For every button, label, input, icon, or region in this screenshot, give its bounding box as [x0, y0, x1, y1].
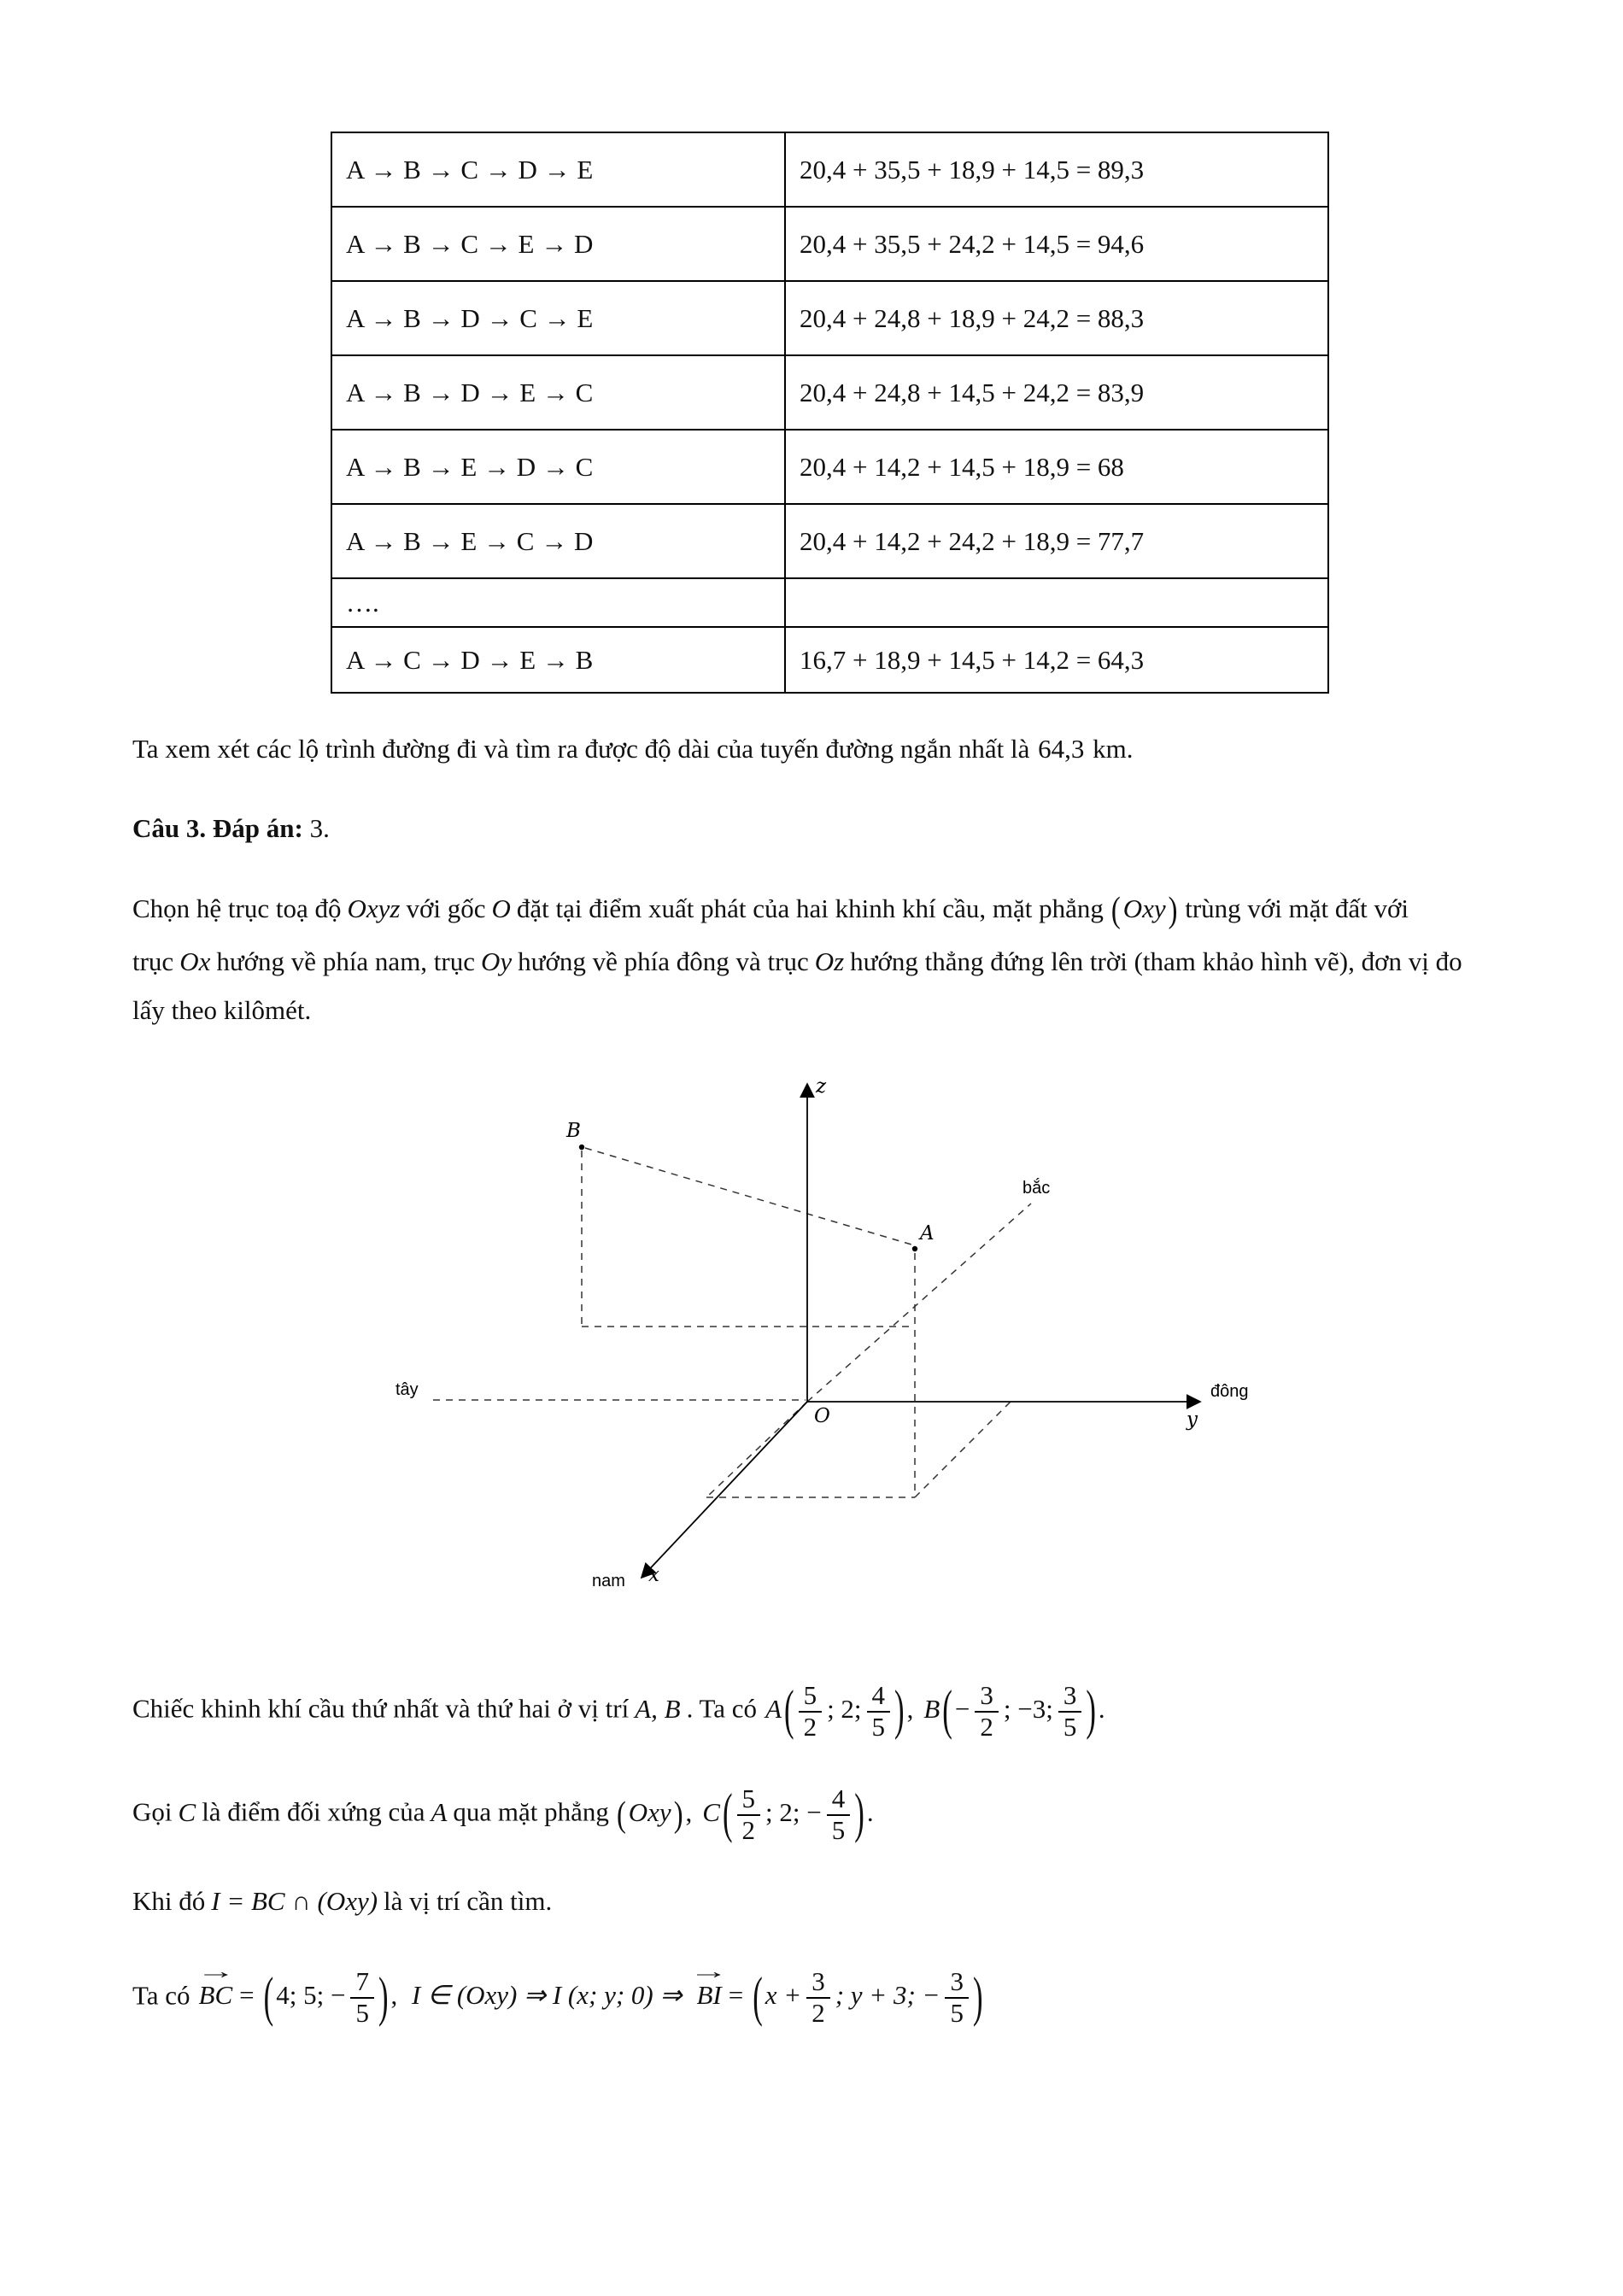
- numerator: 4: [871, 1680, 886, 1711]
- formula-vector-bc: [263, 1965, 400, 2028]
- left-paren: (: [784, 1678, 794, 1742]
- point-name: A: [765, 1693, 782, 1724]
- route-cell: A → B → C → E → D: [331, 207, 785, 281]
- south-label: nam: [592, 1572, 625, 1591]
- right-paren: ): [972, 1965, 983, 2028]
- setup-paragraph: [132, 884, 1495, 1035]
- calc-cell: 20,4 + 14,2 + 14,5 + 18,9 = 68: [785, 430, 1328, 504]
- table-row: [331, 355, 1328, 430]
- denominator: 2: [806, 1997, 830, 2029]
- table-row: [331, 430, 1328, 504]
- table-row: [331, 132, 1328, 207]
- text-run: trùng với mặt đất với trục: [132, 893, 1409, 976]
- vector-bc: [196, 1960, 236, 2023]
- shortest-distance-value: 64,3: [1038, 734, 1085, 764]
- right-paren: ): [378, 1965, 389, 2028]
- b-to-a-dashed: [585, 1148, 911, 1245]
- text-run: là vị trí cần tìm.: [384, 1886, 553, 1917]
- numerator: 5: [741, 1784, 756, 1813]
- vectors-paragraph: [132, 1960, 1495, 2030]
- left-paren: (: [753, 1965, 763, 2028]
- table-row: [331, 504, 1328, 578]
- point-name: B: [923, 1693, 940, 1724]
- fraction: [799, 1681, 823, 1742]
- calc-cell: [785, 578, 1328, 627]
- period: .: [1098, 1693, 1105, 1724]
- y-axis-label: y: [1186, 1409, 1198, 1432]
- fraction: [737, 1784, 761, 1845]
- coords-run: 4; 5; −: [276, 1980, 346, 2011]
- denominator: 5: [827, 1814, 851, 1846]
- left-paren: (: [616, 1795, 626, 1835]
- denominator: 5: [1058, 1711, 1082, 1742]
- formula-point-a: [764, 1678, 915, 1742]
- numerator: 5: [803, 1680, 817, 1711]
- calc-cell: 20,4 + 35,5 + 18,9 + 14,5 = 89,3: [785, 132, 1328, 207]
- text-run: Chiếc khinh khí cầu thứ nhất và thứ hai ở vị trí: [132, 1693, 630, 1724]
- numerator: 4: [831, 1784, 846, 1813]
- calc-cell: 20,4 + 24,8 + 14,5 + 24,2 = 83,9: [785, 355, 1328, 430]
- fraction: [806, 1967, 830, 2028]
- fraction: [945, 1967, 969, 2028]
- coordinate-figure: [389, 1069, 1260, 1632]
- text-run: đặt tại điểm xuất phát của hai khinh khí cầu, mặt phẳng: [516, 893, 1104, 923]
- math-run: I = BC ∩ (Oxy): [211, 1886, 378, 1917]
- z-axis-label: z: [816, 1075, 827, 1098]
- coords-run: ; y + 3; −: [835, 1980, 940, 2011]
- point-name: C: [702, 1796, 720, 1827]
- floor-right-dashed: [915, 1402, 1011, 1497]
- right-paren: ): [1168, 891, 1178, 931]
- vector-label: BC: [198, 1980, 233, 2011]
- oxy-plane-formula: [1110, 891, 1179, 931]
- route-cell: A → B → E → D → C: [331, 430, 785, 504]
- coords-run: x +: [765, 1980, 802, 2011]
- point-b: [579, 1145, 584, 1150]
- point-a: [912, 1246, 917, 1251]
- table-row: [331, 207, 1328, 281]
- route-cell: ….: [331, 578, 785, 627]
- formula-point-c: [700, 1782, 875, 1845]
- numerator: 7: [355, 1966, 369, 1997]
- text-run: Ta có: [132, 1980, 190, 2011]
- denominator: 2: [975, 1711, 999, 1742]
- formula-vector-bi: [752, 1965, 983, 2028]
- north-label: bắc: [1022, 1179, 1051, 1198]
- numerator: 3: [1063, 1680, 1077, 1711]
- math-run: O: [491, 893, 511, 923]
- calc-cell: 16,7 + 18,9 + 14,5 + 14,2 = 64,3: [785, 627, 1328, 693]
- origin-label: O: [814, 1405, 830, 1428]
- vector-label: BI: [696, 1980, 722, 2011]
- text-run: hướng về phía đông và trục: [518, 946, 809, 976]
- comma: ,: [390, 1980, 398, 2011]
- numerator: 3: [980, 1680, 993, 1711]
- coords-run: ; −3;: [1003, 1693, 1053, 1724]
- coords-run: ; 2; −: [765, 1796, 822, 1827]
- floor-left-dashed: [706, 1402, 807, 1497]
- period: .: [866, 1796, 874, 1827]
- summary-paragraph: [132, 724, 1495, 773]
- math-run: Oy: [481, 946, 513, 976]
- left-paren: (: [722, 1782, 733, 1845]
- vector-bi: [689, 1960, 729, 2023]
- fraction: [350, 1967, 374, 2028]
- equals-sign: =: [239, 1980, 255, 2011]
- x-axis-label: x: [648, 1564, 659, 1587]
- table-row: [331, 281, 1328, 355]
- text-run: Chọn hệ trục toạ độ: [132, 893, 342, 923]
- text-run: hướng thẳng đứng lên trời (tham khảo hình vẽ), đơn vị đo lấy theo kilômét.: [132, 946, 1462, 1026]
- question-label: Câu 3. Đáp án:: [132, 813, 303, 844]
- point-c-paragraph: [132, 1784, 1495, 1846]
- formula-point-b: [922, 1678, 1106, 1742]
- route-cell: A → B → D → E → C: [331, 355, 785, 430]
- minus-sign: −: [954, 1693, 970, 1724]
- denominator: 2: [799, 1711, 823, 1742]
- denominator: 5: [867, 1711, 891, 1742]
- comma: ,: [685, 1796, 693, 1827]
- fraction: [975, 1681, 999, 1742]
- numerator: 3: [812, 1966, 825, 1997]
- point-b-label: B: [566, 1120, 581, 1143]
- left-paren: (: [942, 1678, 952, 1742]
- right-paren: ): [1086, 1678, 1096, 1742]
- text-run: . Ta có: [686, 1693, 758, 1724]
- table-row: [331, 578, 1328, 627]
- route-cell: A → B → E → C → D: [331, 504, 785, 578]
- math-run: A: [431, 1796, 448, 1827]
- text-run: hướng về phía nam, trục: [216, 946, 476, 976]
- right-paren: ): [854, 1782, 864, 1845]
- coords-run: ; 2;: [827, 1693, 862, 1724]
- math-run: C: [178, 1796, 196, 1827]
- calc-cell: 20,4 + 35,5 + 24,2 + 14,5 = 94,6: [785, 207, 1328, 281]
- oxy-plane-formula: [616, 1795, 694, 1835]
- point-a-label: A: [920, 1222, 935, 1245]
- calc-cell: 20,4 + 14,2 + 24,2 + 18,9 = 77,7: [785, 504, 1328, 578]
- left-paren: (: [263, 1965, 274, 2028]
- routes-table: [331, 132, 1329, 694]
- math-run: Oxyz: [347, 893, 401, 923]
- denominator: 2: [737, 1814, 761, 1846]
- comma: ,: [906, 1693, 914, 1724]
- text-run: qua mặt phẳng: [453, 1796, 609, 1827]
- right-paren: ): [894, 1678, 905, 1742]
- question-heading: [132, 804, 1495, 852]
- denominator: 5: [350, 1997, 374, 2029]
- text-run: Gọi: [132, 1796, 173, 1827]
- positions-paragraph: [132, 1680, 1495, 1742]
- math-run: Ox: [179, 946, 211, 976]
- math-run: Oxy: [1122, 893, 1166, 923]
- text-run: Ta xem xét các lộ trình đường đi và tìm ra được độ dài của tuyến đường ngắn nhất là: [132, 734, 1030, 764]
- text-run: Khi đó: [132, 1886, 206, 1917]
- fraction: [867, 1681, 891, 1742]
- east-label: đông: [1210, 1382, 1249, 1402]
- text-run: với gốc: [406, 893, 486, 923]
- math-run: I ∈ (Oxy) ⇒ I (x; y; 0) ⇒: [412, 1980, 683, 2011]
- math-run: A, B: [635, 1693, 681, 1724]
- north-dashed-line: [807, 1204, 1031, 1402]
- answer-value: 3.: [309, 813, 330, 844]
- west-label: tây: [395, 1380, 419, 1400]
- left-paren: (: [1110, 891, 1121, 931]
- right-paren: ): [673, 1795, 683, 1835]
- intersection-paragraph: [132, 1877, 1495, 1925]
- fraction: [827, 1784, 851, 1845]
- math-run: Oxy: [628, 1796, 671, 1827]
- fraction: [1058, 1681, 1082, 1742]
- figure-container: [389, 1069, 1495, 1639]
- vector-arrow-icon: →: [689, 1960, 729, 1984]
- route-cell: A → B → D → C → E: [331, 281, 785, 355]
- numerator: 3: [950, 1966, 964, 1997]
- text-run: km.: [1093, 734, 1134, 764]
- equals-sign: =: [728, 1980, 744, 2011]
- route-cell: A → C → D → E → B: [331, 627, 785, 693]
- math-run: Oz: [814, 946, 845, 976]
- calc-cell: 20,4 + 24,8 + 18,9 + 24,2 = 88,3: [785, 281, 1328, 355]
- denominator: 5: [945, 1997, 969, 2029]
- text-run: là điểm đối xứng của: [202, 1796, 425, 1827]
- route-cell: A → B → C → D → E: [331, 132, 785, 207]
- table-row: [331, 627, 1328, 693]
- vector-arrow-icon: →: [196, 1960, 236, 1984]
- x-axis: [642, 1402, 807, 1578]
